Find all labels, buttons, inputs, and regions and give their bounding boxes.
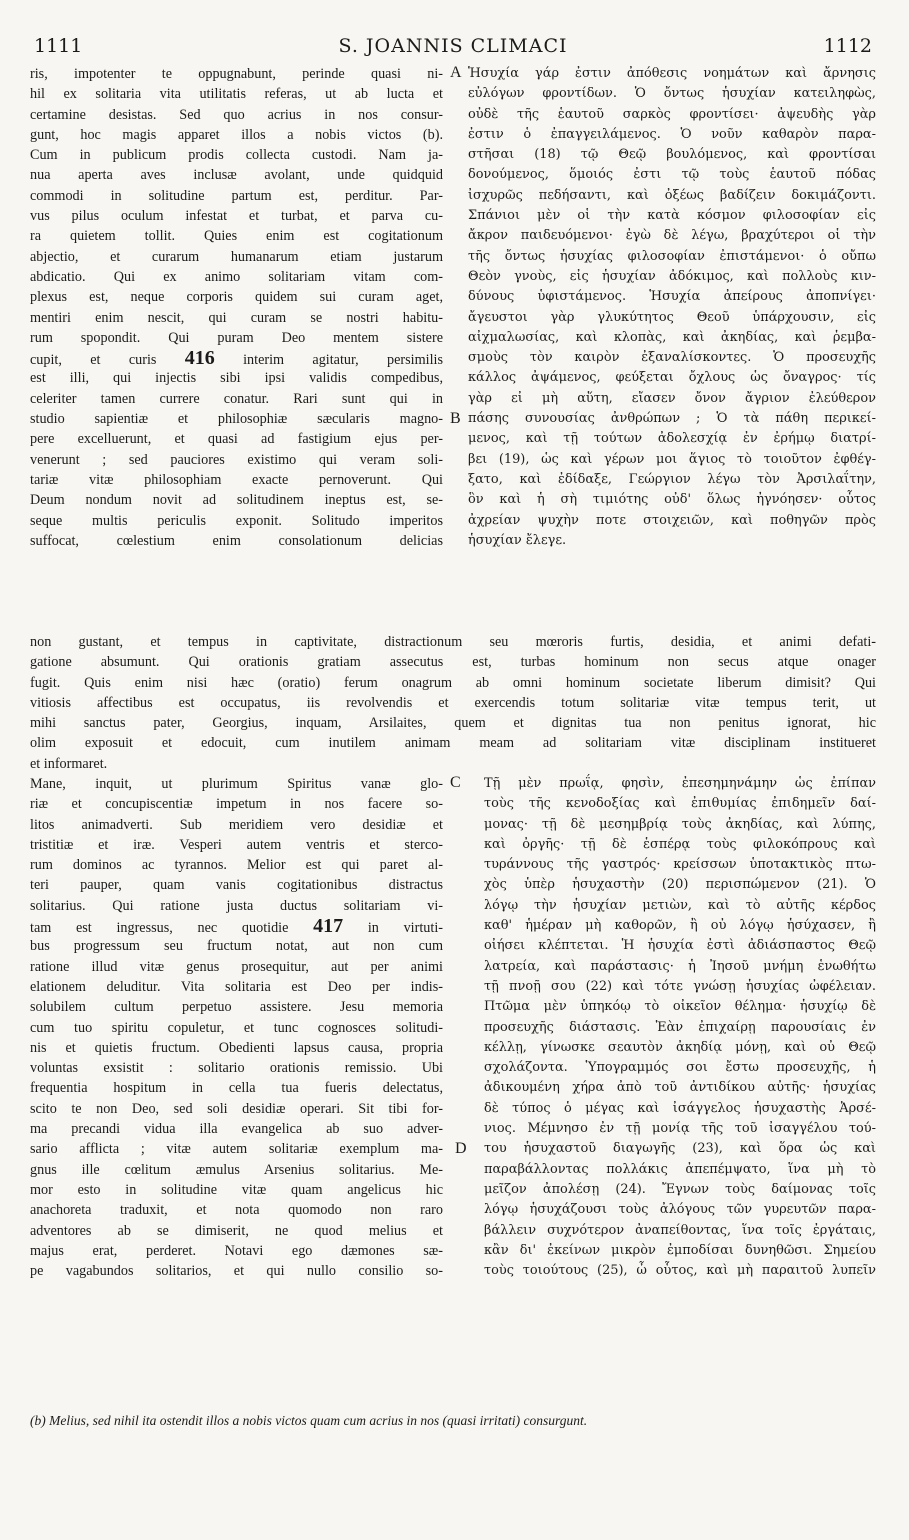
latin-text-line: commodi in solitudine partum est, perditur. Par- <box>30 187 443 204</box>
latin-text-line: hil ex solitaria vita utilitatis referas, ut ab lucta et <box>30 86 443 103</box>
page-header <box>30 34 876 62</box>
margin-marker-d: D <box>455 1140 467 1157</box>
latin-text-line: cupit, et curis 416 interim agitatur, persimilis <box>30 348 443 369</box>
latin-text-line: celeriter tamen currere conatur. Rari sunt qui in <box>30 390 443 407</box>
greek-text-line: τοὺς τῆς κενοδοξίας καὶ ἐπιθυμίας ἐπιδημεῖν δαί- <box>484 796 876 812</box>
greek-column-2 <box>484 774 876 1281</box>
latin-text-line: pere excelluerunt, et quasi ad fastigium ejus per- <box>30 431 443 448</box>
latin-column-1 <box>30 64 443 551</box>
full-width-text-line: et informaret. <box>30 755 108 772</box>
latin-text-line: majus erat, perderet. Notavi ego dæmones sæ- <box>30 1242 443 1259</box>
greek-text-line: λατρεία, καὶ παράστασις· ἡ Ἰησοῦ μνήμη ἑνωθήτω <box>484 958 876 974</box>
greek-text-line: χὸς ὑπὲρ ἡσυχαστὴν (20) περισπώμενον (21). Ὁ <box>484 877 876 893</box>
latin-text-line: vus pilus oculum infestat et turbat, et parva cu- <box>30 208 443 225</box>
greek-text-line: ἀχρείαν ψυχὴν ποτε στοιχειῶν, καὶ ποθηγῶν πρὸς <box>468 512 876 528</box>
latin-text-line: suffocat, cœlestium enim consolationum delicias <box>30 532 443 549</box>
latin-text-line: solitarius. Qui ratione justa ductus solitariam vi- <box>30 897 443 914</box>
latin-text-line: litos animadverti. Sub meridiem vero desidiæ et <box>30 816 443 833</box>
greek-text-line: καὶ ὀργῆς· τῇ δὲ ἑσπέρᾳ τοὺς φιλοκόπρους καὶ <box>484 836 876 852</box>
latin-text-line: nua aperta aves inclusæ avolant, unde quidquid <box>30 167 443 184</box>
latin-text-line: cum tuo spiritu copuletur, et tunc cognosces solitudi- <box>30 1019 443 1036</box>
latin-text-line: ra quietem tollit. Quies enim est cogitationum <box>30 228 443 245</box>
latin-text-line: sario afflicta ; vitæ autem solitariæ exemplum ma- <box>30 1141 443 1158</box>
greek-text-line: κἂν δι' ἐκείνων μικρὸν ἐμποδίσαι δυνηθῶσι. Σημείου <box>484 1242 876 1258</box>
latin-text-line: plexus est, neque corporis quidem sui curam aget, <box>30 289 443 306</box>
greek-text-line: οὐδὲ τῆς ἑαυτοῦ σαρκὸς φροντίσει· ἀψευδὴς γὰρ <box>468 106 876 122</box>
greek-text-line: βάλλειν συχνότερον ἀναπείθοντας, ἵνα τοῖς ἐργάταις, <box>484 1222 876 1238</box>
full-width-text-line: vitiosis affectibus est occupatus, iis revolvendis et exercendis totum solitariæ vitæ tempus terit, ut <box>30 694 876 711</box>
greek-text-line: μενος, καὶ τῇ τούτων ἀδολεσχίᾳ ἐν ἐρήμῳ διατρί- <box>468 431 876 447</box>
full-width-text-line: mihi sanctus pater, Georgius, inquam, Arsilaites, quem et dignitas tua non penitus ignorat, hic <box>30 715 876 732</box>
greek-text-line: οἰήσει κλέπτεται. Ἡ ἡσυχία ἐστὶ ἀδιάσπαστος Θεῷ <box>484 938 876 954</box>
greek-text-line: παραβάλλοντας πολλάκις ἀπεπέμψατο, ἵνα μὴ τὸ <box>484 1161 876 1177</box>
greek-text-line: Τῇ μὲν πρωΐᾳ, φησὶν, ἐπεσημηνάμην ὡς ἐπίπαν <box>484 776 876 791</box>
latin-text-line: rum dominos ac tyrannos. Melior est qui paret al- <box>30 857 443 874</box>
latin-text-line: abjectio, et curarum humanarum etiam justarum <box>30 248 443 265</box>
latin-text-line: teri pauper, quam vanis cogitationibus distractus <box>30 877 443 894</box>
margin-marker-a: A <box>450 64 462 81</box>
greek-text-line: Σπάνιοι μὲν οἱ τὴν κατὰ κόσμον φιλοσοφίαν εἰς <box>468 208 876 224</box>
latin-text-line: gnus ille cœlitum æmulus Arsenius solitarius. Me- <box>30 1161 443 1178</box>
greek-text-line: ἄκρον παιδευόμενοι· ἐγὼ δὲ λέγω, βραχύτεροι οἱ τὴν <box>468 228 876 244</box>
latin-text-line: bus progressum seu fructum notat, aut non cum <box>30 938 443 955</box>
greek-text-line: δονούμενος, ὅμοιός ἐστι τῷ τοὺς ἑαυτοῦ πόδας <box>468 167 876 183</box>
full-width-text-line: gatione absumunt. Qui orationis gratiam assecutus est, turbas hominum non secus atque onager <box>30 654 876 671</box>
margin-marker-c: C <box>450 774 461 791</box>
footnote: (b) Melius, sed nihil ita ostendit illos a nobis victos quam cum acrius in nos (quasi irritati) consurgunt. <box>30 1413 588 1428</box>
latin-text-line: venerunt ; sed pauciores existimo qui veram soli- <box>30 451 443 468</box>
greek-text-line: μεῖζον ἀπολέσῃ (24). Ἔγνων τοὺς δαίμονας τοῖς <box>484 1181 876 1197</box>
page-number-left: 1111 <box>34 35 83 57</box>
latin-text-line: Deum nondum novit ad solitudinem ineptus est, se- <box>30 492 443 509</box>
greek-text-line: ἡσυχίαν ἔλεγε. <box>468 532 567 548</box>
greek-text-line: βει (19), ὡς καὶ γέρων μοι ἅγιος τὸ τοιοῦτον ἐφθέγ- <box>468 451 876 467</box>
greek-text-line: λόγῳ τὴν ἡσυχίαν μετιὼν, καὶ τὸ αὐτῆς κέρδος <box>484 897 876 913</box>
greek-text-line: εὐλόγων φροντίδων. Ὁ ὄντως ἡσυχίαν κατειληφὼς, <box>468 86 876 102</box>
greek-text-line: ἄγευστοι γὰρ γλυκύτητος Θεοῦ ὑπάρχουσιν, εἰς <box>468 309 876 325</box>
latin-text-line: anachoreta traduxit, et nota quomodo non raro <box>30 1202 443 1219</box>
greek-text-line: τῇ πνοῇ σου (22) καὶ τότε γνώσῃ ἡσυχίας ὠφέλειαν. <box>484 978 876 994</box>
latin-text-line: abdicatio. Qui ex animo solitariam vitam com- <box>30 268 443 285</box>
latin-text-line: tristitiæ et iræ. Vesperi autem ventris et sterco- <box>30 836 443 853</box>
greek-text-line: Ἡσυχία γάρ ἐστιν ἀπόθεσις νοημάτων καὶ ἄρνησις <box>468 66 876 81</box>
greek-text-line: νιος. Μέμνησο ἐν τῇ μονίᾳ τῆς τοῦ ἰσαγγέλου τού- <box>484 1121 876 1137</box>
latin-text-line: voluntas exsistit : solitario orationis remissio. Ubi <box>30 1060 443 1077</box>
latin-text-line: certamine desistas. Sed quo acrius in nos consur- <box>30 106 443 123</box>
latin-text-line: ris, impotenter te oppugnabunt, perinde quasi ni- <box>30 66 443 82</box>
latin-text-line: pe vagabundos solitarios, et qui nullo consilio so- <box>30 1263 443 1280</box>
latin-text-line: tam est ingressus, nec quotidie 417 in virtuti- <box>30 916 443 937</box>
latin-text-line: ma precandi vidua illa evangelica ab suo adver- <box>30 1121 443 1138</box>
greek-text-line: σχολάζοντα. Ὑπογραμμός σοι ἔστω προσευχῆς, ἡ <box>484 1060 876 1076</box>
latin-text-line: seque multis periculis exponit. Solitudo imperitos <box>30 512 443 529</box>
greek-text-line: τῆς ὄντως ἡσυχίας φιλοσοφίαν ἐπιστάμενοι· ὁ οὔπω <box>468 248 876 264</box>
latin-text-line: adventores ab se dimiserit, ne quod melius et <box>30 1222 443 1239</box>
latin-text-line: mor esto in solitudine vitæ quam angelicus hic <box>30 1181 443 1198</box>
greek-text-line: τοὺς τοιούτους (25), ὦ οὗτος, καὶ μὴ παραιτοῦ λυπεῖν <box>484 1263 876 1279</box>
greek-text-line: δὲ τύπος ὁ μέγας καὶ ἰσάγγελος ἡσυχαστὴς Ἀρσέ- <box>484 1100 876 1116</box>
greek-column-1 <box>468 64 876 551</box>
latin-text-line: nis et quietis fructum. Obedienti lapsus causa, propria <box>30 1039 443 1056</box>
greek-text-line: κάλλος ἀψάμενος, φεύξεται ὄχλους ὡς ὄναγρος· τίς <box>468 370 876 386</box>
greek-text-line: δύνους ὑφιστάμενος. Ἡσυχία ἀπείρους ἀποπνίγει· <box>468 289 876 305</box>
greek-text-line: ἰσχυρῶς πεδήσαντι, καὶ ὀξέως βαδίζειν δοκιμάζοντι. <box>468 187 876 203</box>
page-reference: 417 <box>313 916 344 937</box>
latin-column-2 <box>30 774 443 1281</box>
latin-text-line: gunt, hoc magis apparet illos a nobis victos (b). <box>30 126 443 143</box>
full-width-text-line: olim exposuit et edocuit, cum inutilem animam meam ad solitariam vitæ disciplinam institueret <box>30 735 876 752</box>
greek-text-line: ἀδικουμένη χήρα ἀπὸ τοῦ ἀντιδίκου αὐτῆς· ἡσυχίας <box>484 1080 876 1096</box>
greek-text-line: αἰχμαλωσίας, καὶ κλοπὰς, καὶ ἀκηδίας, καὶ ῥεμβα- <box>468 329 876 345</box>
latin-text-line: solubilem cultum perpetuo assistere. Jesu memoria <box>30 999 443 1016</box>
greek-text-line: του ἡσυχαστοῦ διαγωγῆς (23), καὶ ὅρα ὡς καὶ <box>484 1141 876 1157</box>
greek-text-line: ὃν καὶ ἡ σὴ τιμιότης οὐδ' ὅλως ἠγνόησεν· οὗτος <box>468 492 876 508</box>
latin-text-line: elationem deluditur. Vita solitaria est Deo per indis- <box>30 978 443 995</box>
greek-text-line: προσευχῆς διάστασις. Ἐὰν ἐπιχαίρῃ παρουσίαις ἐν <box>484 1019 876 1035</box>
latin-text-line: tariæ vitæ philosophiam exacte pernoverunt. Qui <box>30 471 443 488</box>
full-width-text-line: non gustant, et tempus in captivitate, distractionum seu mœroris furtis, desidia, et animi defati- <box>30 634 876 650</box>
greek-text-line: σμοὺς τὸν καιρὸν ἐξαναλίσκοντες. Ὁ προσευχῆς <box>468 350 876 366</box>
greek-text-line: στῆσαι (18) τῷ Θεῷ βουλόμενος, καὶ φροντίσαι <box>468 147 876 163</box>
latin-text-line: est illi, qui injectis sibi ipsi validis compedibus, <box>30 370 443 387</box>
greek-text-line: Πτῶμα μὲν ὑπηκόῳ τὸ οἰκεῖον θέλημα· ἡσυχίῳ δὲ <box>484 999 876 1015</box>
latin-text-line: riæ et concupiscentiæ impetum in nos facere so- <box>30 796 443 813</box>
page-number-right: 1112 <box>823 35 872 57</box>
greek-text-line: ξατο, καὶ ἐδίδαξε, Γεώργιον λέγω τὸν Ἀρσιλαΐτην, <box>468 471 876 487</box>
greek-text-line: Θεὸν γνοὺς, εἰς ἡσυχίαν ἀδόκιμος, καὶ πολλοὺς κιν- <box>468 268 876 284</box>
full-width-text-line: fugit. Quis enim nisi hæc (oratio) ferum onagrum ab omni hominum societate liberum dimisit? Qui <box>30 674 876 691</box>
greek-text-line: καθ' ἡμέραν μὴ καθορῶν, ἢ οὐ λόγῳ ἡσύχασεν, ἢ <box>484 918 876 934</box>
latin-text-line: Mane, inquit, ut plurimum Spiritus vanæ glo- <box>30 776 443 792</box>
latin-text-line: mentiri enim nescit, qui curam se nostri habitu- <box>30 309 443 326</box>
page-reference: 416 <box>184 348 215 369</box>
latin-text-line: rum spopondit. Qui puram Deo mentem sistere <box>30 329 443 346</box>
margin-marker-b: B <box>450 410 461 427</box>
greek-text-line: κέλλῃ, γίνωσκε σεαυτὸν ἀκηδίᾳ μόνῃ, καὶ οὐ Θεῷ <box>484 1039 876 1055</box>
greek-text-line: τυράννους τῆς γαστρός· κρείσσων ὑποτακτικὸς πτω- <box>484 857 876 873</box>
full-width-paragraph <box>30 632 876 774</box>
greek-text-line: λόγῳ ἡσυχάζουσι τοὺς ἀλόγους τῶν γυρευτῶν παρα- <box>484 1202 876 1218</box>
latin-text-line: frequentia hospitum in cella tua fueris delectatus, <box>30 1080 443 1097</box>
greek-text-line: γὰρ εἰ μὴ αὕτη, εἴασεν ὄνον ἄγριον ἐλεύθερον <box>468 390 876 406</box>
greek-text-line: ἐστιν ὁ ἐπαγγειλάμενος. Ὁ νοῦν καθαρὸν παρα- <box>468 126 876 142</box>
greek-text-line: πάσης συνουσίας ἀνθρώπων ; Ὁ τὰ πάθη περικεί- <box>468 411 876 427</box>
latin-text-line: Cum in publicum prodis collecta custodi. Nam ja- <box>30 147 443 164</box>
running-title: S. JOANNIS CLIMACI <box>338 35 568 57</box>
latin-text-line: ratione illud vitæ genus prosequitur, aut per animi <box>30 958 443 975</box>
latin-text-line: scito te non Deo, sed soli desidiæ operari. Sit tibi for- <box>30 1100 443 1117</box>
latin-text-line: studio sapientiæ et philosophiæ sæcularis magno- <box>30 411 443 428</box>
greek-text-line: μονας· τῇ δὲ μεσημβρίᾳ τοὺς ἀκηδίας, καὶ λύπης, <box>484 816 876 832</box>
